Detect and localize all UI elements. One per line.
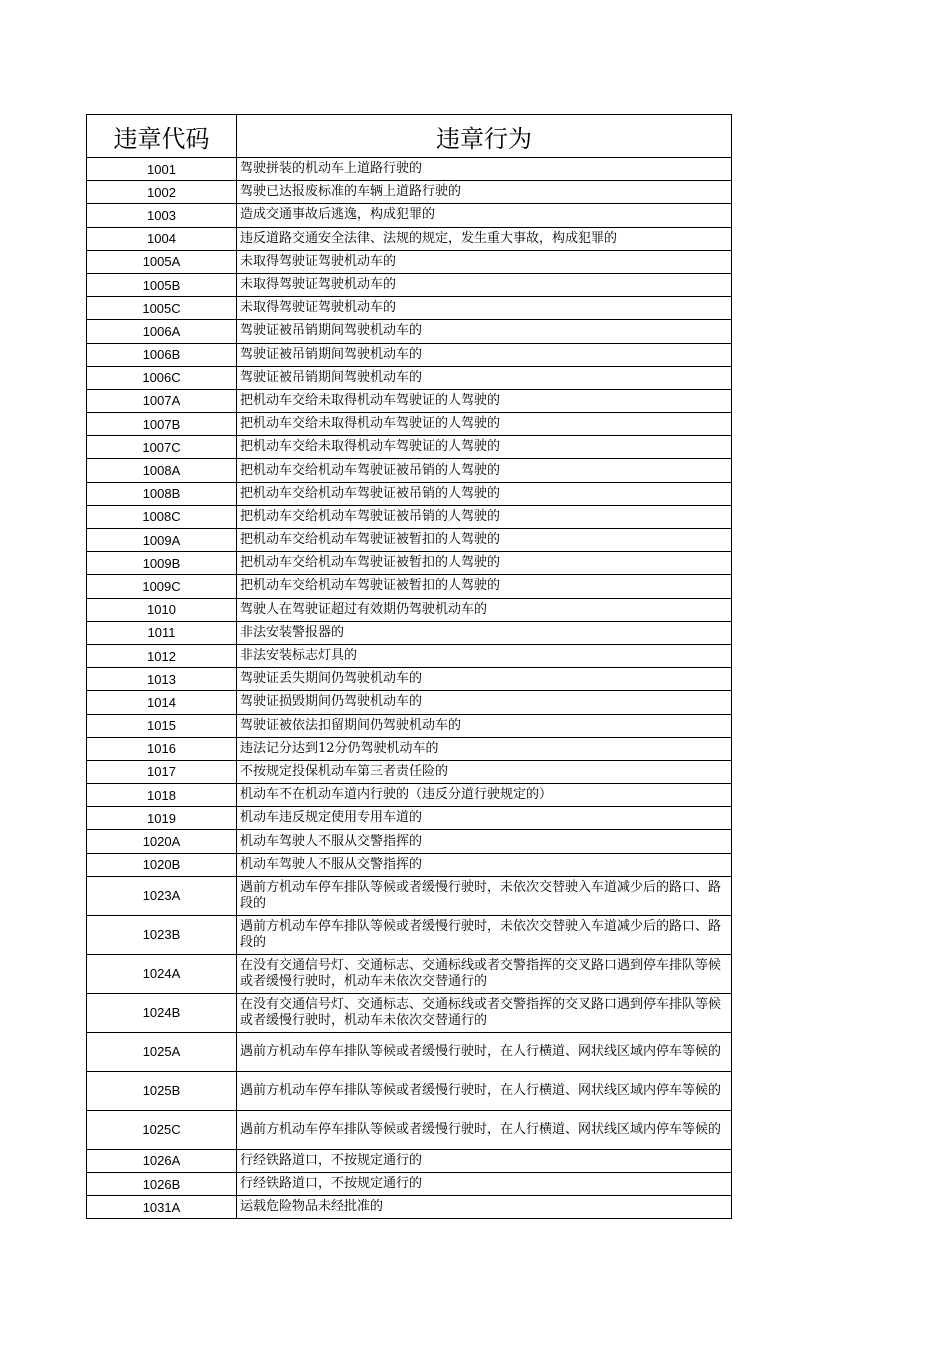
violation-code-cell: 1013 (87, 668, 237, 691)
table-row (87, 158, 732, 181)
violation-code-cell: 1010 (87, 598, 237, 621)
violation-action-cell: 造成交通事故后逃逸，构成犯罪的 (237, 204, 732, 227)
table-row (87, 273, 732, 296)
violation-action-cell: 机动车不在机动车道内行驶的（违反分道行驶规定的） (237, 784, 732, 807)
violation-code-cell: 1009C (87, 575, 237, 598)
table-row (87, 644, 732, 667)
violation-action-cell: 把机动车交给机动车驾驶证被吊销的人驾驶的 (237, 459, 732, 482)
violation-code-cell: 1006A (87, 320, 237, 343)
violation-action-cell: 驾驶拼装的机动车上道路行驶的 (237, 158, 732, 181)
table-row (87, 1110, 732, 1149)
violation-action-cell: 未取得驾驶证驾驶机动车的 (237, 273, 732, 296)
table-row (87, 552, 732, 575)
violation-action-cell: 遇前方机动车停车排队等候或者缓慢行驶时，在人行横道、网状线区域内停车等候的 (237, 1071, 732, 1110)
violation-code-cell: 1017 (87, 760, 237, 783)
violation-action-cell: 把机动车交给机动车驾驶证被暂扣的人驾驶的 (237, 552, 732, 575)
violation-action-cell: 在没有交通信号灯、交通标志、交通标线或者交警指挥的交叉路口遇到停车排队等候或者缓慢行驶时，机动车未依次交替通行的 (237, 954, 732, 993)
table-row (87, 227, 732, 250)
table-row (87, 1149, 732, 1172)
violation-code-cell: 1015 (87, 714, 237, 737)
violation-code-cell: 1011 (87, 621, 237, 644)
violation-code-cell: 1018 (87, 784, 237, 807)
violation-code-cell: 1014 (87, 691, 237, 714)
violation-code-cell: 1007B (87, 413, 237, 436)
violation-code-cell: 1025B (87, 1071, 237, 1110)
violation-code-cell: 1006B (87, 343, 237, 366)
violation-action-cell: 非法安装警报器的 (237, 621, 732, 644)
violation-code-cell: 1024B (87, 993, 237, 1032)
violation-code-cell: 1008A (87, 459, 237, 482)
violation-action-cell: 驾驶证被吊销期间驾驶机动车的 (237, 343, 732, 366)
table-row (87, 714, 732, 737)
violation-code-cell: 1019 (87, 807, 237, 830)
table-row (87, 436, 732, 459)
violation-action-cell: 把机动车交给未取得机动车驾驶证的人驾驶的 (237, 389, 732, 412)
violation-action-cell: 不按规定投保机动车第三者责任险的 (237, 760, 732, 783)
violation-code-cell: 1007A (87, 389, 237, 412)
violation-action-cell: 行经铁路道口，不按规定通行的 (237, 1173, 732, 1196)
violation-action-cell: 机动车违反规定使用专用车道的 (237, 807, 732, 830)
violation-action-cell: 把机动车交给机动车驾驶证被暂扣的人驾驶的 (237, 575, 732, 598)
table-row (87, 993, 732, 1032)
violation-code-cell: 1005B (87, 273, 237, 296)
violation-code-cell: 1009A (87, 529, 237, 552)
violation-action-cell: 机动车驾驶人不服从交警指挥的 (237, 830, 732, 853)
table-row (87, 954, 732, 993)
violation-action-cell: 遇前方机动车停车排队等候或者缓慢行驶时，未依次交替驶入车道减少后的路口、路段的 (237, 915, 732, 954)
violation-action-cell: 违反道路交通安全法律、法规的规定，发生重大事故，构成犯罪的 (237, 227, 732, 250)
table-row (87, 181, 732, 204)
violation-code-cell: 1025A (87, 1032, 237, 1071)
violation-action-cell: 遇前方机动车停车排队等候或者缓慢行驶时，在人行横道、网状线区域内停车等候的 (237, 1110, 732, 1149)
violation-action-cell: 驾驶证丢失期间仍驾驶机动车的 (237, 668, 732, 691)
violation-action-cell: 机动车驾驶人不服从交警指挥的 (237, 853, 732, 876)
header-code: 违章代码 (87, 115, 237, 158)
violation-code-cell: 1023A (87, 876, 237, 915)
violation-code-cell: 1026B (87, 1173, 237, 1196)
table-row (87, 1173, 732, 1196)
table-row (87, 389, 732, 412)
violation-code-cell: 1001 (87, 158, 237, 181)
violation-code-cell: 1020B (87, 853, 237, 876)
violation-code-cell: 1023B (87, 915, 237, 954)
violation-code-cell: 1008C (87, 505, 237, 528)
table-row (87, 737, 732, 760)
table-row (87, 529, 732, 552)
violation-code-cell: 1031A (87, 1196, 237, 1219)
header-action: 违章行为 (237, 115, 732, 158)
violation-action-cell: 遇前方机动车停车排队等候或者缓慢行驶时，未依次交替驶入车道减少后的路口、路段的 (237, 876, 732, 915)
violation-action-cell: 运载危险物品未经批准的 (237, 1196, 732, 1219)
violation-code-cell: 1004 (87, 227, 237, 250)
violation-action-cell: 在没有交通信号灯、交通标志、交通标线或者交警指挥的交叉路口遇到停车排队等候或者缓慢行驶时，机动车未依次交替通行的 (237, 993, 732, 1032)
table-row (87, 250, 732, 273)
table-row (87, 297, 732, 320)
table-row (87, 915, 732, 954)
violation-action-cell: 驾驶证被吊销期间驾驶机动车的 (237, 366, 732, 389)
table-body (87, 158, 732, 1219)
violation-action-cell: 违法记分达到12分仍驾驶机动车的 (237, 737, 732, 760)
violation-action-cell: 驾驶证损毁期间仍驾驶机动车的 (237, 691, 732, 714)
violation-code-table (86, 114, 732, 1219)
violation-code-cell: 1025C (87, 1110, 237, 1149)
table-row (87, 691, 732, 714)
table-row (87, 482, 732, 505)
table-row (87, 598, 732, 621)
table-row (87, 876, 732, 915)
violation-code-cell: 1006C (87, 366, 237, 389)
table-row (87, 784, 732, 807)
violation-code-cell: 1024A (87, 954, 237, 993)
violation-action-cell: 驾驶证被依法扣留期间仍驾驶机动车的 (237, 714, 732, 737)
table-row (87, 413, 732, 436)
header-row (87, 115, 732, 158)
violation-action-cell: 驾驶已达报废标准的车辆上道路行驶的 (237, 181, 732, 204)
violation-code-cell: 1005C (87, 297, 237, 320)
violation-code-cell: 1005A (87, 250, 237, 273)
table-row (87, 621, 732, 644)
violation-code-cell: 1016 (87, 737, 237, 760)
violation-code-cell: 1007C (87, 436, 237, 459)
table-row (87, 505, 732, 528)
table-row (87, 668, 732, 691)
table-row (87, 1032, 732, 1071)
violation-action-cell: 把机动车交给未取得机动车驾驶证的人驾驶的 (237, 436, 732, 459)
violation-code-cell: 1020A (87, 830, 237, 853)
violation-action-cell: 把机动车交给未取得机动车驾驶证的人驾驶的 (237, 413, 732, 436)
table-row (87, 575, 732, 598)
violation-action-cell: 非法安装标志灯具的 (237, 644, 732, 667)
violation-action-cell: 把机动车交给机动车驾驶证被吊销的人驾驶的 (237, 482, 732, 505)
table-row (87, 320, 732, 343)
violation-action-cell: 未取得驾驶证驾驶机动车的 (237, 297, 732, 320)
table-row (87, 459, 732, 482)
violation-action-cell: 驾驶人在驾驶证超过有效期仍驾驶机动车的 (237, 598, 732, 621)
violation-code-cell: 1009B (87, 552, 237, 575)
violation-code-cell: 1012 (87, 644, 237, 667)
table-row (87, 204, 732, 227)
table-row (87, 343, 732, 366)
table-row (87, 366, 732, 389)
violation-action-cell: 遇前方机动车停车排队等候或者缓慢行驶时，在人行横道、网状线区域内停车等候的 (237, 1032, 732, 1071)
violation-action-cell: 行经铁路道口，不按规定通行的 (237, 1149, 732, 1172)
violation-code-cell: 1002 (87, 181, 237, 204)
table-row (87, 760, 732, 783)
table-row (87, 830, 732, 853)
violation-code-cell: 1008B (87, 482, 237, 505)
violation-action-cell: 未取得驾驶证驾驶机动车的 (237, 250, 732, 273)
violation-action-cell: 驾驶证被吊销期间驾驶机动车的 (237, 320, 732, 343)
table-row (87, 853, 732, 876)
violation-code-cell: 1003 (87, 204, 237, 227)
table-row (87, 1196, 732, 1219)
violation-action-cell: 把机动车交给机动车驾驶证被吊销的人驾驶的 (237, 505, 732, 528)
table-row (87, 807, 732, 830)
violation-action-cell: 把机动车交给机动车驾驶证被暂扣的人驾驶的 (237, 529, 732, 552)
table-row (87, 1071, 732, 1110)
violation-code-cell: 1026A (87, 1149, 237, 1172)
